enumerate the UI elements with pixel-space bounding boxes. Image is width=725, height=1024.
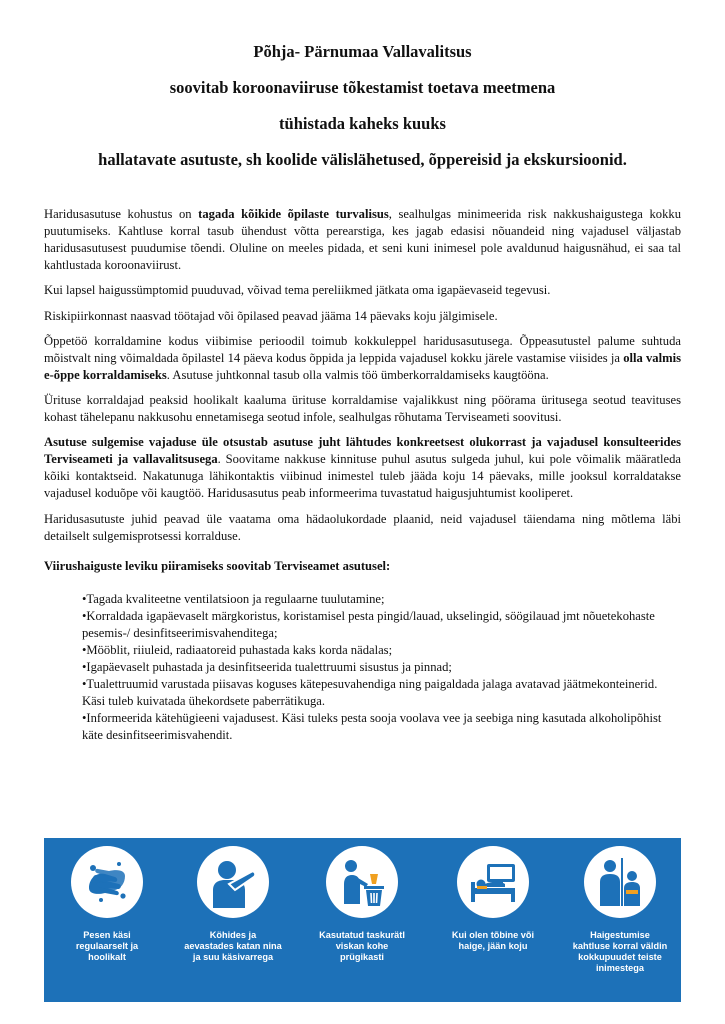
cough-into-elbow-icon <box>197 846 269 918</box>
advice-caption: Köhides ja aevastades katan nina ja suu käsivarrega <box>184 930 282 962</box>
hand-washing-icon <box>71 846 143 918</box>
stay-home-sick-icon <box>457 846 529 918</box>
title-line-3: tühistada kaheks kuuks <box>279 114 446 133</box>
recommendations-list <box>82 591 681 743</box>
title-line-4: hallatavate asutuste, sh koolide välislähetused, õppereisid ja ekskursioonid. <box>98 150 627 169</box>
list-item: •Tualettruumid varustada piisavas koguses kätepesuvahendiga ning paigaldada jalaga avatavad jäätmekonteinerid. Käsi tuleb kuivatada ühekordsete paberrätikuga. <box>82 676 658 708</box>
health-advice-banner <box>44 838 681 1002</box>
list-item: •Mööblit, riiuleid, radiaatoreid puhastada kaks korda nädalas; <box>82 643 393 658</box>
list-item: •Tagada kvaliteetne ventilatsioon ja regulaarne tuulutamine; <box>82 592 385 607</box>
paragraph-6 <box>44 434 681 502</box>
document-body <box>44 206 681 743</box>
advice-caption: Haigestumise kahtluse korral väldin kokkupuudet teiste inimestega <box>572 930 668 973</box>
advice-tile-stay-home <box>444 846 542 996</box>
list-item: •Igapäevaselt puhastada ja desinfitseerida tualettruumi sisustus ja pinnad; <box>82 659 452 674</box>
paragraph-4-bold: olla valmis e-õppe korraldamiseks <box>44 350 681 382</box>
paragraph-1-text-a: Haridusasutuse kohustus on <box>44 207 199 221</box>
paragraph-6-text-b: . Soovitame nakkuse kinnituse puhul asutus sulgeda juhul, kui pole võimalik määratleda kõiki kontaktseid. Nakatunuga lähikontaktis viibinud inimestel tuleb jääda koju 14 päevaks, mille jooksul korraldatakse vajadusel koduõpe või kaugtöö. Haridusasutus peab informeerima tuvastatud haigusjuhtumist kooliperet. <box>44 452 681 501</box>
paragraph-1-text-c: , sealhulgas minimeerida risk nakkushaigustega kokku puutumiseks. Kahtluse korral tasub ühendust võtta perearstiga, kes jagab edasisi nõuandeid ning vajadusel väljastab haridusasutusest puudumise tõendi. Oluline on meeles pidada, et seni kuni inimesel pole avaldunud haigusnähud, ei saa tal kahtlustada koroonaviirust. <box>44 207 681 272</box>
advice-caption: Kui olen tõbine või haige, jään koju <box>451 930 535 951</box>
recommendations-heading: Viirushaiguste leviku piiramiseks soovitab Terviseamet asutusel: <box>44 559 391 574</box>
paragraph-4-text-a: Õppetöö korraldamine kodus viibimise perioodil toimub kokkuleppel haridusasutusega. Õppeasutustel palume suhtuda mõistvalt ning võimaldada õpilastel 14 päeva kodus õppida ja leppida vajadusel kokku järele vastamise viisides ja <box>44 333 681 365</box>
advice-tile-avoid-contact <box>571 846 669 996</box>
paragraph-3: Riskipiirkonnast naasvad töötajad või õpilased peavad jääma 14 päevaks koju jälgimisele. <box>44 308 498 323</box>
advice-caption: Pesen käsi regulaarselt ja hoolikalt <box>75 930 139 962</box>
title-line-2: soovitab koroonaviiruse tõkestamist toetava meetmena <box>169 78 556 97</box>
paragraph-2: Kui lapsel haigussümptomid puuduvad, võivad tema pereliikmed jätkata oma igapäevaseid tegevusi. <box>44 283 551 298</box>
paragraph-4 <box>44 333 681 384</box>
paragraph-1-bold: tagada kõikide õpilaste turvalisus <box>198 207 389 221</box>
list-item: •Korraldada igapäevaselt märgkoristus, koristamisel pesta pingid/lauad, ukselingid, söögilauad jmt nõuetekohaste pesemis-/ desinfitseerimisvahenditega; <box>82 609 655 641</box>
advice-tile-hand-washing <box>58 846 156 996</box>
paragraph-7: Haridusasutuste juhid peavad üle vaatama oma hädaolukordade plaanid, neid vajadusel täiendama ning mõtlema läbi detailselt sulgemisprotsessi korralduse. <box>44 511 681 543</box>
title-line-1: Põhja- Pärnumaa Vallavalitsus <box>253 42 472 61</box>
paragraph-6-bold: Asutuse sulgemise vajaduse üle otsustab asutuse juht lähtudes konkreetsest olukorrast ja vajadusel konsulteerides Terviseameti ja vallavalitsusega <box>44 435 681 467</box>
avoid-contact-icon <box>584 846 656 918</box>
advice-tile-bin <box>313 846 411 996</box>
paragraph-1 <box>44 206 681 274</box>
paragraph-4-text-c: . Asutuse juhtkonnal tasub olla valmis töö ümberkorraldamiseks kaugtööna. <box>166 367 549 382</box>
paragraph-5: Ürituse korraldajad peaksid hoolikalt kaaluma ürituse korraldamise vajalikkust ning pöörama üritusega seotud teavituses kohast tähelepanu nakkusohu ennetamisega seotud infole, sealhulgas rõhutama Terviseameti soovitusi. <box>44 393 681 425</box>
list-item: •Informeerida kätehügieeni vajadusest. Käsi tuleks pesta sooja voolava vee ja seebiga ning kasutada alkoholipõhist käte desinfitseerimisvahendit. <box>82 710 662 742</box>
trash-bin-icon <box>326 846 398 918</box>
advice-tile-cough <box>184 846 282 996</box>
title-block <box>30 42 695 170</box>
advice-caption: Kasutatud taskurätI viskan kohe prügikasti <box>319 930 405 962</box>
